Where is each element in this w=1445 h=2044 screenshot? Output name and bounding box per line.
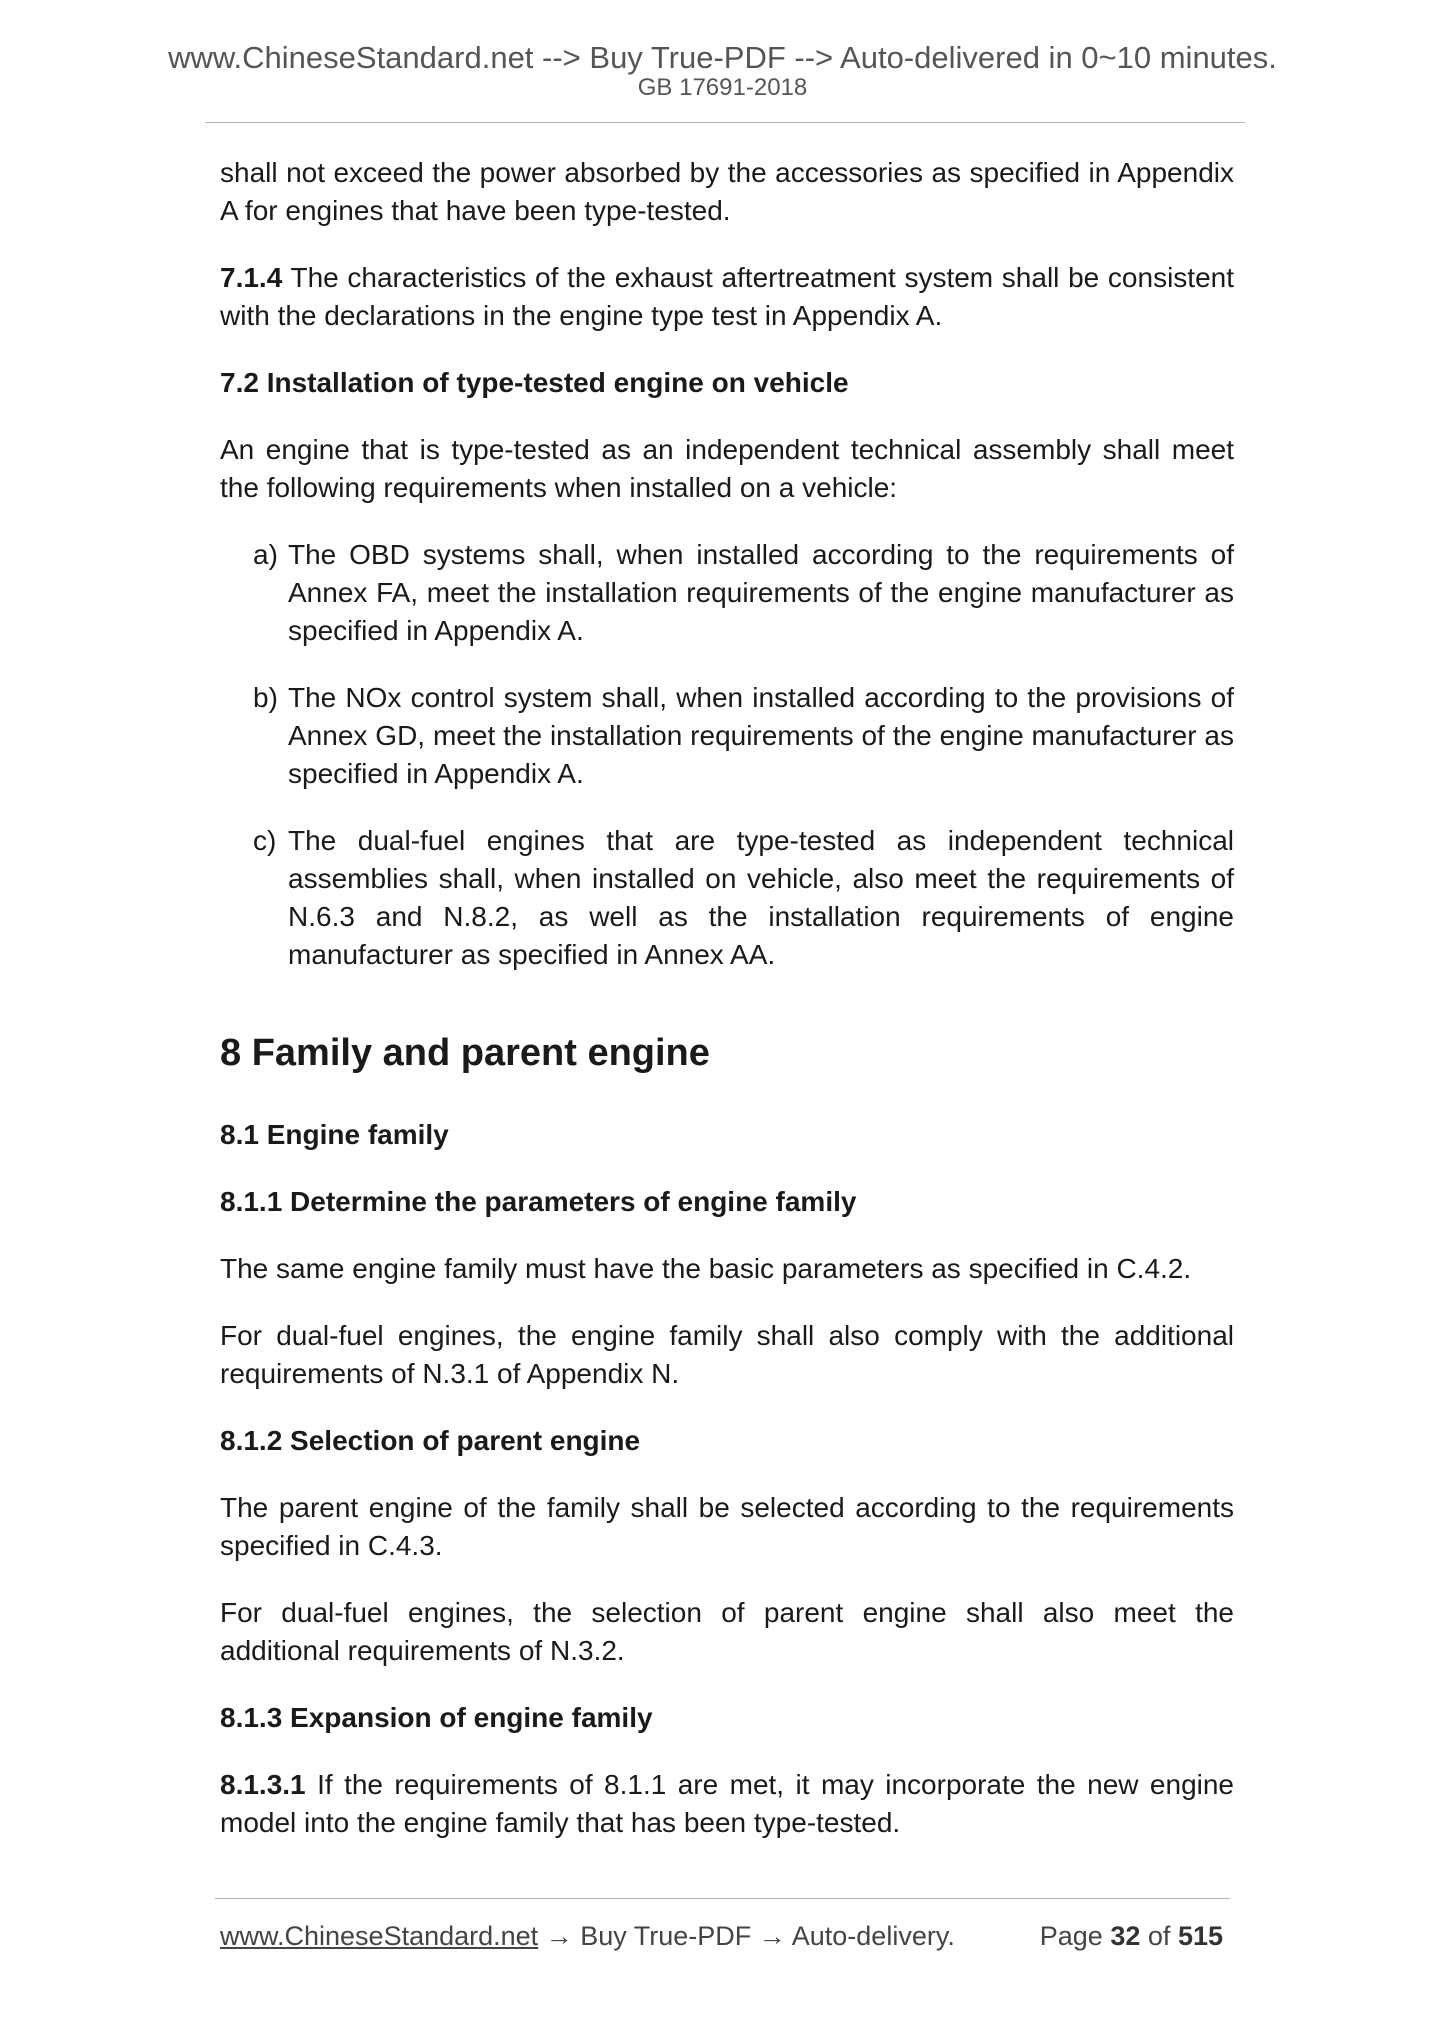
chapter-heading-8: 8 Family and parent engine bbox=[220, 1032, 710, 1074]
section-7-2-intro: An engine that is type-tested as an independent technical assembly shall meet the following requirements when installed on a vehicle: bbox=[220, 434, 1234, 503]
paragraph-8-1-1-a: The same engine family must have the basic parameters as specified in C.4.2. bbox=[220, 1253, 1192, 1284]
paragraph-8-1-2-a: The parent engine of the family shall be selected according to the requirements specified in C.4.3. bbox=[220, 1492, 1234, 1561]
list-item-text: The dual-fuel engines that are type-tested as independent technical assemblies shall, when installed on vehicle, also meet the requirements of N.6.3 and N.8.2, as well as the installation requirements of engine manufacturer as specified in Annex AA. bbox=[288, 825, 1234, 970]
list-marker: b) bbox=[253, 682, 278, 713]
footer-divider bbox=[215, 1898, 1230, 1899]
section-heading-8-1-2: 8.1.2 Selection of parent engine bbox=[220, 1425, 641, 1456]
footer-website-link[interactable]: www.ChineseStandard.net bbox=[220, 1921, 539, 1951]
page-footer bbox=[220, 1919, 1230, 1953]
page-current: 32 bbox=[1110, 1921, 1141, 1951]
clause-number: 8.1.3.1 bbox=[220, 1769, 306, 1800]
list-item bbox=[220, 679, 1234, 793]
page-of: of bbox=[1147, 1921, 1171, 1951]
header-divider bbox=[205, 122, 1245, 123]
list-marker: c) bbox=[253, 825, 277, 856]
list-item bbox=[220, 822, 1234, 974]
page-counter bbox=[1040, 1919, 1223, 1953]
list-item bbox=[220, 536, 1234, 650]
page-total: 515 bbox=[1177, 1921, 1223, 1951]
paragraph-8-1-1-b: For dual-fuel engines, the engine family shall also comply with the additional requirements of N.3.1 of Appendix N. bbox=[220, 1320, 1234, 1389]
paragraph-continuation: shall not exceed the power absorbed by the accessories as specified in Appendix A for engines that have been type-tested. bbox=[220, 157, 1234, 226]
header-banner: www.ChineseStandard.net --> Buy True-PDF --> Auto-delivered in 0~10 minutes. bbox=[168, 40, 1277, 75]
clause-text: If the requirements of 8.1.1 are met, it may incorporate the new engine model into the engine family that has been type-tested. bbox=[220, 1769, 1235, 1838]
clause-8-1-3-1 bbox=[220, 1766, 1234, 1842]
clause-7-1-4 bbox=[220, 259, 1234, 335]
document-body bbox=[220, 154, 1234, 1871]
page-label: Page bbox=[1039, 1921, 1103, 1951]
footer-tagline: → Buy True-PDF → Auto-delivery. bbox=[545, 1921, 955, 1951]
section-heading-7-2: 7.2 Installation of type-tested engine on vehicle bbox=[220, 367, 849, 398]
list-marker: a) bbox=[253, 539, 278, 570]
paragraph-8-1-2-b: For dual-fuel engines, the selection of parent engine shall also meet the additional requirements of N.3.2. bbox=[220, 1597, 1234, 1666]
section-heading-8-1-1: 8.1.1 Determine the parameters of engine family bbox=[220, 1186, 857, 1217]
list-item-text: The OBD systems shall, when installed according to the requirements of Annex FA, meet the installation requirements of the engine manufacturer as specified in Appendix A. bbox=[288, 539, 1234, 646]
clause-number: 7.1.4 bbox=[220, 262, 283, 293]
section-heading-8-1: 8.1 Engine family bbox=[220, 1119, 449, 1150]
standard-id: GB 17691-2018 bbox=[637, 74, 808, 101]
section-heading-8-1-3: 8.1.3 Expansion of engine family bbox=[220, 1702, 653, 1733]
clause-text: The characteristics of the exhaust aftertreatment system shall be consistent with the declarations in the engine type test in Appendix A. bbox=[220, 262, 1234, 331]
list-item-text: The NOx control system shall, when installed according to the provisions of Annex GD, meet the installation requirements of the engine manufacturer as specified in Appendix A. bbox=[288, 682, 1234, 789]
